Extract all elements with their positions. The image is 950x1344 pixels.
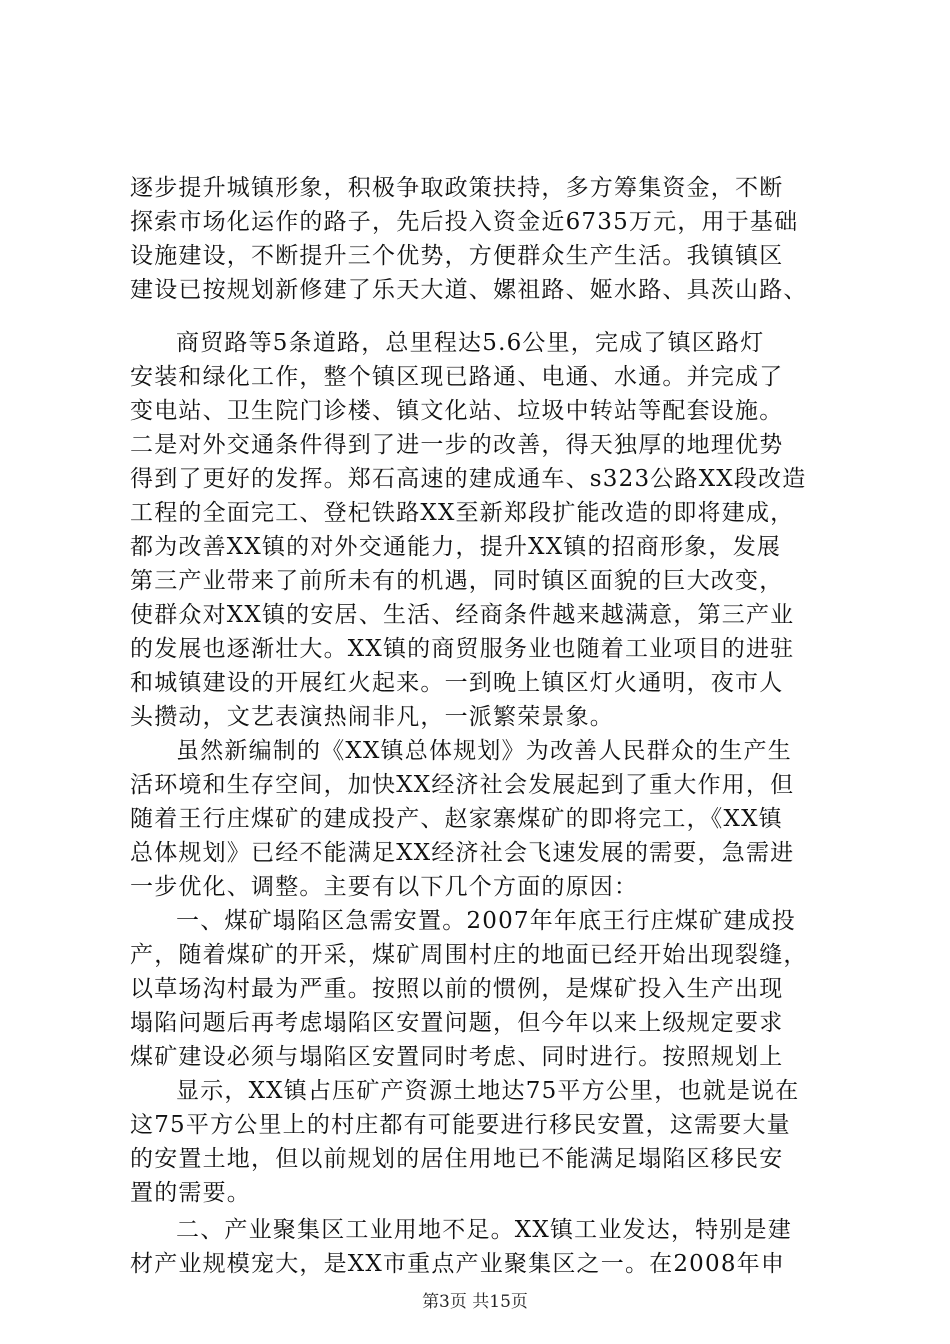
text-line: 二、产业聚集区工业用地不足。XX镇工业发达，特别是建 — [176, 1217, 792, 1243]
text-line: 以草场沟村最为严重。按照以前的惯例，是煤矿投入生产出现 — [130, 976, 784, 1002]
text-line: 变电站、卫生院门诊楼、镇文化站、垃圾中转站等配套设施。 — [130, 398, 784, 424]
text-line: 置的需要。 — [130, 1180, 251, 1206]
text-line: 虽然新编制的《XX镇总体规划》为改善人民群众的生产生 — [176, 738, 792, 764]
text-line: 设施建设，不断提升三个优势，方便群众生产生活。我镇镇区 — [130, 243, 784, 269]
text-line: 得到了更好的发挥。郑石高速的建成通车、s323公路XX段改造 — [130, 466, 807, 492]
text-line: 产，随着煤矿的开采，煤矿周围村庄的地面已经开始出现裂缝， — [130, 942, 808, 968]
text-line: 工程的全面完工、登杞铁路XX至新郑段扩能改造的即将建成， — [130, 500, 795, 526]
text-line: 活环境和生存空间，加快XX经济社会发展起到了重大作用，但 — [130, 772, 795, 798]
text-line: 探索市场化运作的路子，先后投入资金近6735万元，用于基础 — [130, 209, 799, 235]
text-line: 塌陷问题后再考虑塌陷区安置问题，但今年以来上级规定要求 — [130, 1010, 784, 1036]
text-line: 材产业规模宠大，是XX市重点产业聚集区之一。在2008年申 — [130, 1251, 786, 1277]
text-line: 总体规划》已经不能满足XX经济社会飞速发展的需要，急需进 — [130, 840, 795, 866]
text-line: 都为改善XX镇的对外交通能力，提升XX镇的招商形象，发展 — [130, 534, 782, 560]
text-line: 的安置土地，但以前规划的居住用地已不能满足塌陷区移民安 — [130, 1146, 784, 1172]
page-number-footer: 第3页 共15页 — [422, 1292, 528, 1312]
text-line: 逐步提升城镇形象，积极争取政策扶持，多方筹集资金，不断 — [130, 175, 784, 201]
text-line: 煤矿建设必须与塌陷区安置同时考虑、同时进行。按照规划上 — [130, 1044, 784, 1070]
text-line: 建设已按规划新修建了乐天大道、嫘祖路、姬水路、具茨山路、 — [130, 277, 808, 303]
text-line: 二是对外交通条件得到了进一步的改善，得天独厚的地理优势 — [130, 432, 784, 458]
text-line: 的发展也逐渐壮大。XX镇的商贸服务业也随着工业项目的进驻 — [130, 636, 795, 662]
text-line: 这75平方公里上的村庄都有可能要进行移民安置，这需要大量 — [130, 1112, 791, 1138]
text-line: 和城镇建设的开展红火起来。一到晚上镇区灯火通明，夜市人 — [130, 670, 784, 696]
text-line: 显示，XX镇占压矿产资源土地达75平方公里，也就是说在 — [176, 1078, 800, 1104]
text-line: 使群众对XX镇的安居、生活、经商条件越来越满意，第三产业 — [130, 602, 795, 628]
text-line: 头攒动，文艺表演热闹非凡，一派繁荣景象。 — [130, 704, 614, 730]
text-line: 随着王行庄煤矿的建成投产、赵家寨煤矿的即将完工，《XX镇 — [130, 806, 783, 832]
text-line: 第三产业带来了前所未有的机遇，同时镇区面貌的巨大改变， — [130, 568, 784, 594]
text-line: 一、煤矿塌陷区急需安置。2007年年底王行庄煤矿建成投 — [176, 908, 796, 934]
text-line: 一步优化、调整。主要有以下几个方面的原因： — [130, 874, 639, 900]
text-line: 安装和绿化工作，整个镇区现已路通、电通、水通。并完成了 — [130, 364, 784, 390]
text-line: 商贸路等5条道路，总里程达5.6公里，完成了镇区路灯 — [176, 330, 765, 356]
